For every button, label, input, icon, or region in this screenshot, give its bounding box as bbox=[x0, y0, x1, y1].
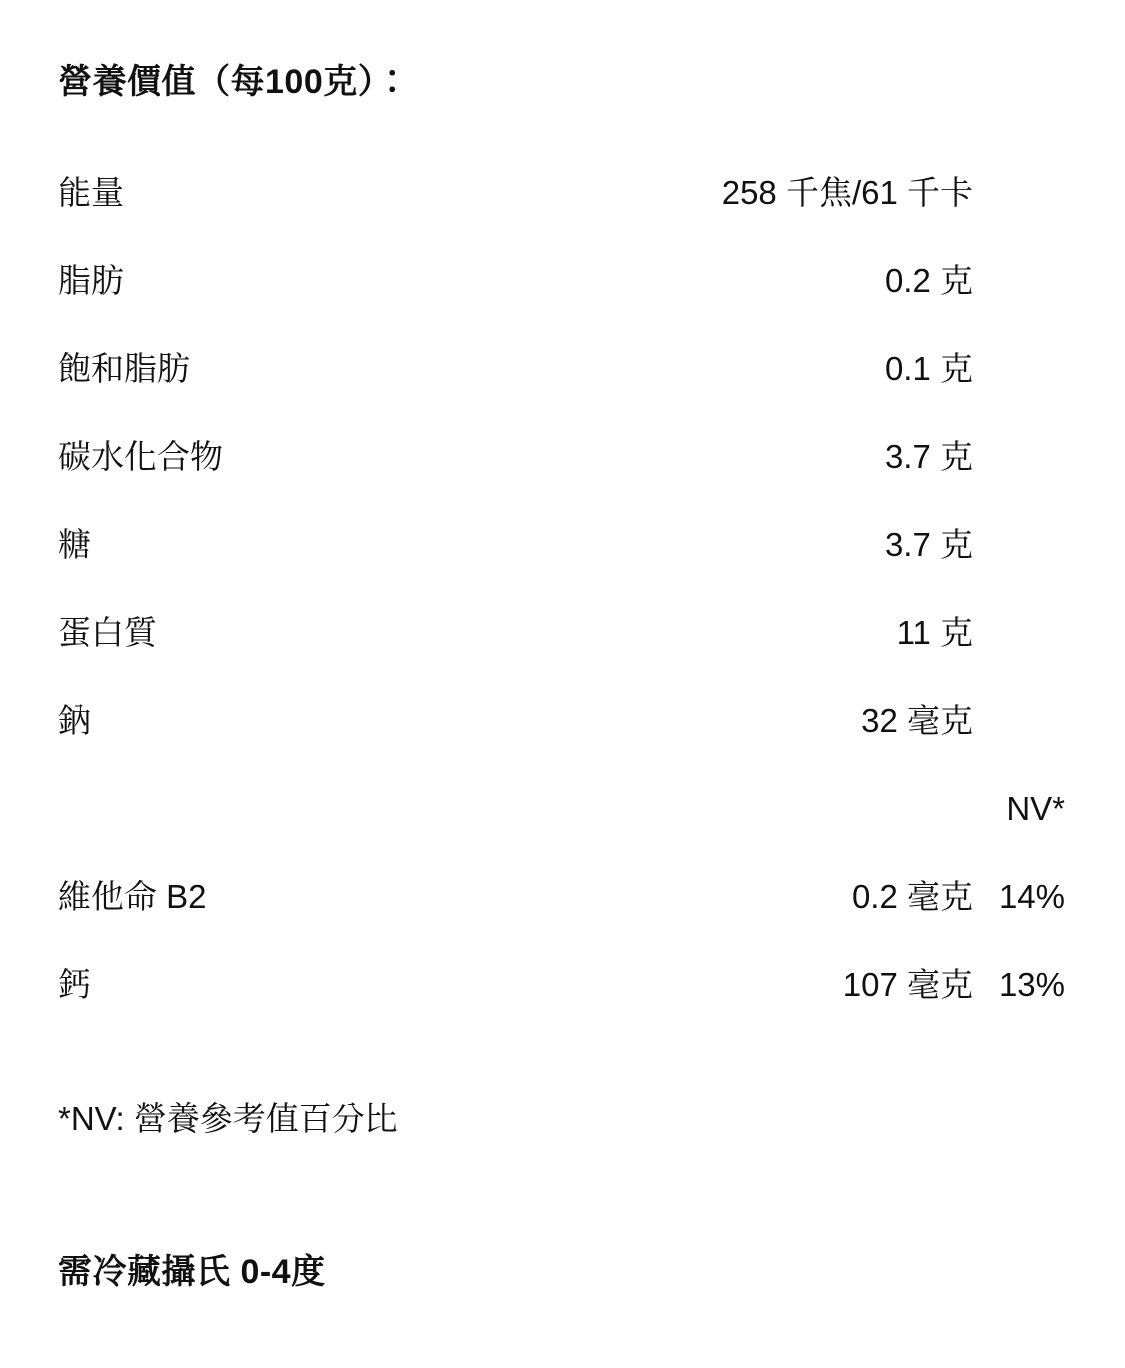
table-row bbox=[58, 237, 1065, 325]
nutrient-value: 3.7 克 bbox=[884, 525, 973, 563]
nutrient-label: 糖 bbox=[58, 525, 91, 563]
table-row bbox=[58, 501, 1065, 589]
nutrient-label: 鈉 bbox=[58, 701, 91, 739]
table-row bbox=[58, 413, 1065, 501]
nutrient-label: 碳水化合物 bbox=[58, 437, 223, 475]
table-row bbox=[58, 589, 1065, 677]
nutrient-value: 0.2 毫克 bbox=[851, 877, 973, 915]
nutrient-percent: 13% bbox=[998, 965, 1065, 1003]
nutrient-value: 11 克 bbox=[896, 613, 973, 651]
nutrient-percent: 14% bbox=[998, 877, 1065, 915]
nutrient-percent bbox=[973, 501, 1065, 589]
nutrient-label: 脂肪 bbox=[58, 261, 124, 299]
nutrient-value: 32 毫克 bbox=[861, 701, 973, 739]
table-row bbox=[58, 677, 1065, 765]
nv-header-label: NV* bbox=[1006, 789, 1065, 827]
nutrient-label: 鈣 bbox=[58, 965, 91, 1003]
nutrient-value: 0.2 克 bbox=[884, 261, 973, 299]
nv-header-row bbox=[58, 765, 1065, 853]
nutrient-label: 飽和脂肪 bbox=[58, 349, 190, 387]
nv-header-spacer bbox=[58, 765, 618, 853]
storage-instruction: 需冷藏攝氏 0-4度 bbox=[58, 1252, 326, 1291]
nutrient-value: 0.1 克 bbox=[884, 349, 973, 387]
table-row bbox=[58, 853, 1065, 941]
nutrient-value: 3.7 克 bbox=[884, 437, 973, 475]
nutrient-value: 107 毫克 bbox=[842, 965, 973, 1003]
nutrient-percent bbox=[973, 413, 1065, 501]
nutrient-value: 258 千焦/61 千卡 bbox=[721, 173, 973, 211]
page-title: 營養價值（每100克）： bbox=[58, 63, 410, 101]
nutrient-percent bbox=[973, 149, 1065, 237]
nutrient-percent bbox=[973, 237, 1065, 325]
nv-footnote: *NV: 營養參考值百分比 bbox=[58, 1099, 398, 1137]
nutrition-table-body bbox=[58, 149, 1065, 1029]
nutrient-label: 維他命 B2 bbox=[58, 877, 207, 915]
nutrient-percent bbox=[973, 325, 1065, 413]
nutrient-label: 能量 bbox=[58, 173, 124, 211]
nutrition-table bbox=[58, 149, 1065, 1029]
nutrient-percent bbox=[973, 677, 1065, 765]
table-row bbox=[58, 941, 1065, 1029]
nutrient-percent bbox=[973, 589, 1065, 677]
nutrient-label: 蛋白質 bbox=[58, 613, 157, 651]
table-row bbox=[58, 325, 1065, 413]
table-row bbox=[58, 149, 1065, 237]
